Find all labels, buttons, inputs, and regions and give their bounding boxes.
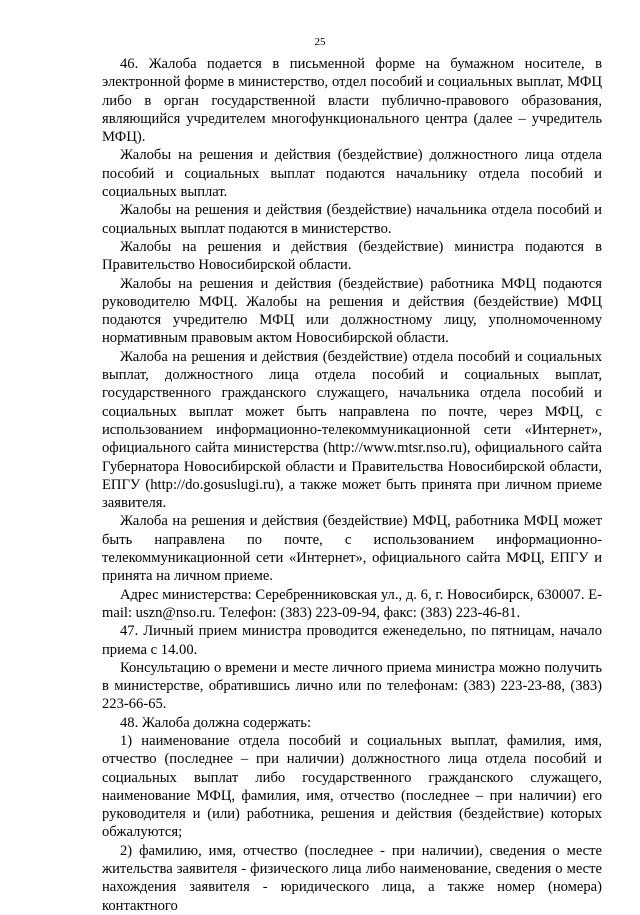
paragraph-ministry-address: Адрес министерства: Серебренниковская ул., д. 6, г. Новосибирск, 630007. E-mail: uszn@nso.ru. Телефон: (383) 223-09-94, факс: (383) 223-46-81.: [102, 586, 602, 621]
paragraph-46: 46. Жалоба подается в письменной форме на бумажном носителе, в электронной форме в министерство, отдел пособий и социальных выплат, МФЦ либо в орган государственной власти публично-правового образования, являющийся учредителем многофункционального центра (далее – учредитель МФЦ).: [102, 56, 602, 146]
paragraph-mfc-complaint: Жалобы на решения и действия (бездействие) работника МФЦ подаются руководителю МФЦ. Жалобы на решения и действия (бездействие) МФЦ подаются учредителю МФЦ или должностному лицу, уполномоченному нормативным правовым актом Новосибирской области.: [102, 275, 602, 347]
paragraph-48: 48. Жалоба должна содержать:: [120, 714, 311, 731]
paragraph-head-complaint: Жалобы на решения и действия (бездействие) начальника отдела пособий и социальных выплат подаются в министерство.: [102, 202, 602, 237]
paragraph-minister-complaint: Жалобы на решения и действия (бездействие) министра подаются в Правительство Новосибирской области.: [102, 238, 602, 274]
page-number: 25: [314, 36, 326, 48]
list-item-2: 2) фамилию, имя, отчество (последнее - при наличии), сведения о месте жительства заявителя - физического лица либо наименование, сведения о месте нахождения заявителя - юридического лица, а также номер (номера) контактного: [102, 842, 602, 914]
paragraph-consultation: Консультацию о времени и месте личного приема министра можно получить в министерстве, обратившись лично или по телефонам: (383) 223-23-88, (383) 223-66-65.: [102, 659, 602, 713]
paragraph-submission-channels: Жалоба на решения и действия (бездействие) отдела пособий и социальных выплат, должностного лица отдела пособий и социальных выплат, государственного гражданского служащего, начальника отдела пособий и социальных выплат может быть направлена по почте, через МФЦ, с использованием информационно-телекоммуникационной сети «Интернет», официального сайта министерства (http://www.mtsr.nso.ru), официального сайта Губернатора Новосибирской области и Правительства Новосибирской области, ЕПГУ (http://do.gosuslugi.ru), а также может быть принята при личном приеме заявителя.: [102, 348, 602, 512]
list-item-1: 1) наименование отдела пособий и социальных выплат, фамилия, имя, отчество (последнее – при наличии) должностного лица отдела пособий и социальных выплат либо государственного гражданского служащего, наименование МФЦ, фамилия, имя, отчество (последнее – при наличии) его руководителя и (или) работника, решения и действия (бездействие) которых обжалуются;: [102, 732, 602, 841]
document-body: [102, 55, 602, 915]
paragraph-mfc-submission: Жалоба на решения и действия (бездействие) МФЦ, работника МФЦ может быть направлена по почте, с использованием информационно-телекоммуникационной сети «Интернет», официального сайта МФЦ, ЕПГУ и принята на личном приеме.: [102, 513, 602, 585]
paragraph-47: 47. Личный прием министра проводится еженедельно, по пятницам, начало приема с 14.00.: [102, 623, 602, 658]
paragraph-official-complaint: Жалобы на решения и действия (бездействие) должностного лица отдела пособий и социальных выплат подаются начальнику отдела пособий и социальных выплат.: [102, 147, 602, 201]
